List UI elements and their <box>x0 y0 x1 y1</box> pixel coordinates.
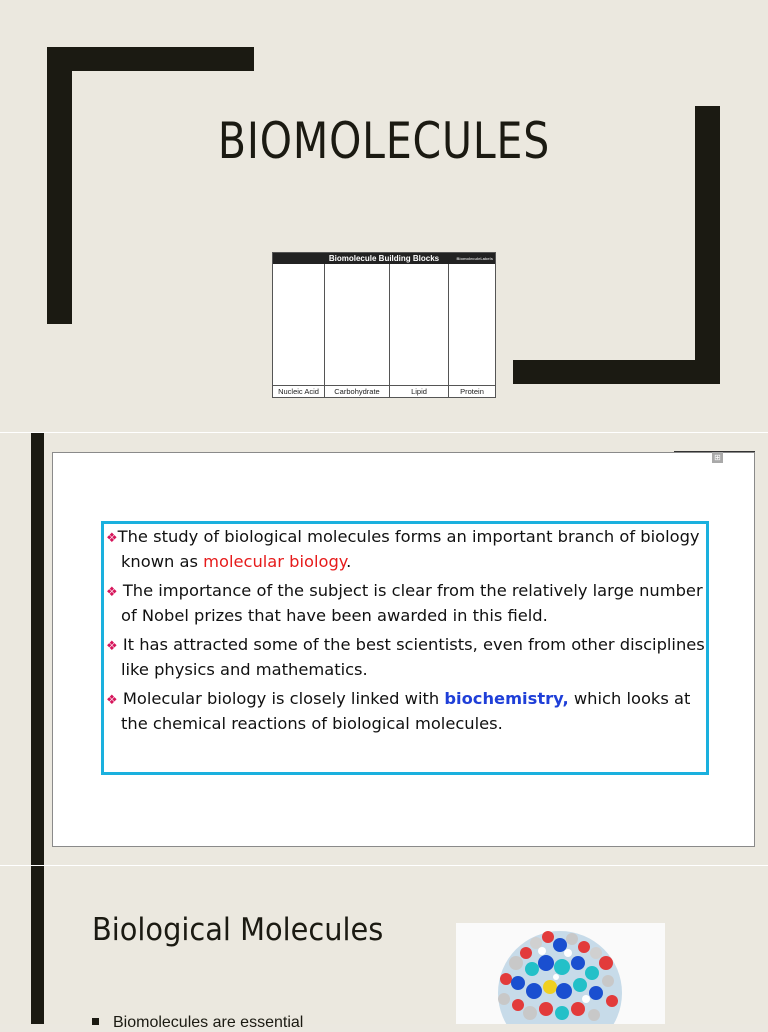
left-accent-bar <box>31 433 44 865</box>
bullet-text-end: . <box>346 552 352 571</box>
building-blocks-header <box>273 253 495 264</box>
title-slide <box>0 0 768 432</box>
column-nucleic-acid <box>273 264 325 397</box>
content-slide <box>0 433 768 865</box>
list-item <box>106 633 706 681</box>
column-lipid <box>390 264 449 397</box>
highlight-biochemistry: biochemistry, <box>444 689 569 708</box>
slide-title: BIOMOLECULES <box>217 112 551 170</box>
bullet-list <box>106 525 706 741</box>
column-carbohydrate <box>325 264 390 397</box>
highlight-molecular-biology: molecular biology <box>203 552 347 571</box>
bullet-text: It has attracted some of the best scientists, even from other disciplines like physics and mathematics. <box>117 635 705 679</box>
building-blocks-header-credit: BiomoleculeLabels <box>456 256 493 261</box>
bullet-text-end: which looks at the chemical reactions of biological molecules. <box>121 689 691 733</box>
protein-molecule-image <box>456 923 665 1024</box>
list-item <box>106 525 706 573</box>
diamond-bullet-icon: ❖ <box>106 531 118 546</box>
building-blocks-header-text: Biomolecule Building Blocks <box>328 254 440 263</box>
building-blocks-columns <box>273 264 495 397</box>
list-item <box>106 687 706 735</box>
diamond-bullet-icon: ❖ <box>106 639 118 654</box>
corner-bracket-top-left-horizontal <box>47 47 254 71</box>
slide-title: Biological Molecules <box>92 912 384 948</box>
diamond-bullet-icon: ❖ <box>106 585 118 600</box>
molecules-slide <box>0 866 768 1031</box>
column-label: Lipid <box>390 385 448 397</box>
bullet-text: The study of biological molecules forms an important branch of biology known as <box>117 527 700 571</box>
corner-bracket-bottom-right-horizontal <box>513 360 720 384</box>
diamond-bullet-icon: ❖ <box>106 693 118 708</box>
bullet-text: Molecular biology is closely linked with <box>117 689 445 708</box>
column-label: Protein <box>449 385 495 397</box>
expand-icon[interactable]: ⊞ <box>712 452 723 463</box>
list-item <box>106 579 706 627</box>
corner-bracket-top-left-vertical <box>47 47 72 324</box>
bullet-text: Biomolecules are essential <box>113 1014 304 1031</box>
column-label: Carbohydrate <box>325 385 389 397</box>
left-accent-bar <box>31 866 44 1024</box>
building-blocks-image <box>272 252 496 398</box>
column-label: Nucleic Acid <box>273 385 324 397</box>
bullet-text: The importance of the subject is clear from the relatively large number of Nobel prizes that have been awarded in this field. <box>117 581 703 625</box>
bullet-item <box>92 1014 303 1032</box>
column-protein <box>449 264 495 397</box>
